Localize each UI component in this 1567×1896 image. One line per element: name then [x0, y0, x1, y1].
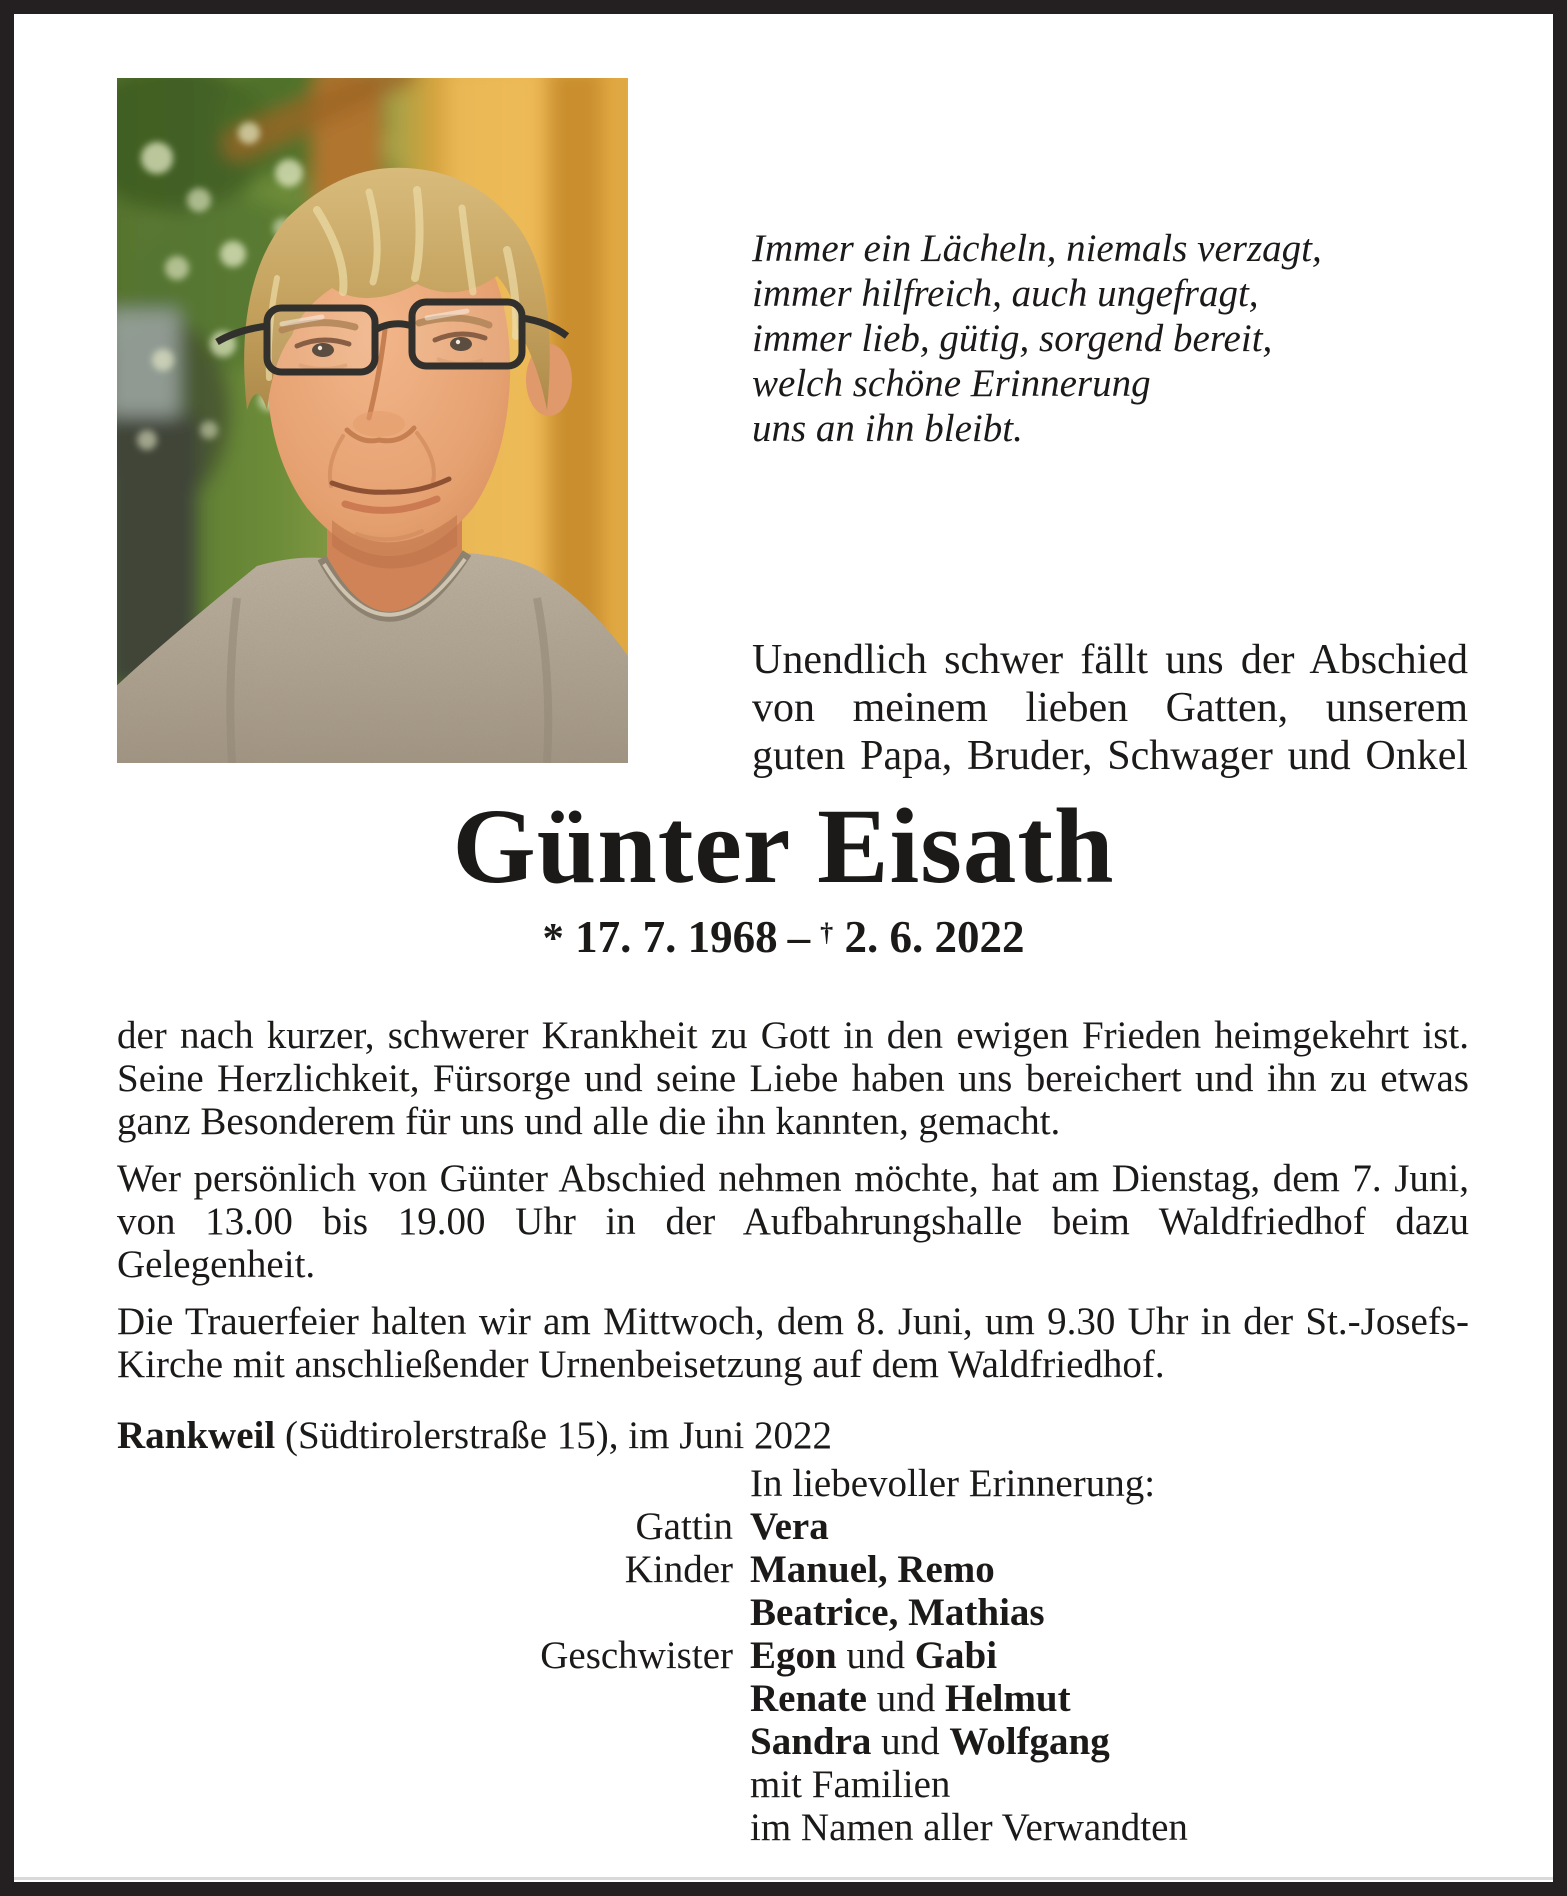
intro-line: guten Papa, Bruder, Schwager und Onkel — [752, 733, 1468, 779]
relation-label: Gattin — [635, 1505, 733, 1548]
relation-label: Geschwister — [540, 1634, 733, 1677]
relation-label — [14, 1677, 733, 1720]
name-segment: Helmut — [944, 1677, 1071, 1720]
relation-label — [14, 1806, 733, 1849]
remembrance-row — [14, 1591, 1567, 1634]
relation-label: Kinder — [624, 1548, 733, 1591]
relation-label — [14, 1462, 733, 1505]
birth-star-icon: * — [542, 915, 564, 962]
body-paragraphs — [117, 1014, 1469, 1400]
paragraph: Wer persönlich von Günter Abschied nehmen möchte, hat am Dienstag, dem 7. Juni, von 13.00 bis 19.00 Uhr in der Aufbahrungshalle beim Waldfriedhof dazu Gelegenheit. — [117, 1157, 1469, 1286]
name-segment: Egon — [750, 1634, 837, 1677]
relation-names — [750, 1763, 950, 1806]
death-cross-icon: † — [820, 918, 834, 948]
relation-label — [14, 1763, 733, 1806]
name-segment: Sandra — [750, 1720, 872, 1763]
name-segment: und — [871, 1720, 950, 1763]
remembrance-heading — [14, 1462, 1567, 1505]
portrait-photo — [117, 78, 628, 763]
name-segment: und — [836, 1634, 915, 1677]
relation-names — [750, 1548, 995, 1591]
name-segment: Wolfgang — [949, 1720, 1110, 1763]
bottom-hairline — [14, 1877, 1553, 1880]
name-segment: im Namen aller Verwandten — [750, 1806, 1188, 1849]
relation-names — [750, 1634, 997, 1677]
name-segment: Vera — [750, 1505, 829, 1548]
name-segment: Manuel, Remo — [750, 1548, 995, 1591]
name-segment: Gabi — [914, 1634, 998, 1677]
name-segment: und — [866, 1677, 945, 1720]
paragraph: Die Trauerfeier halten wir am Mittwoch, dem 8. Juni, um 9.30 Uhr in der St.-Josefs-Kirche mit anschließender Urnenbeisetzung auf dem Waldfriedhof. — [117, 1300, 1469, 1386]
place-name: Rankweil — [117, 1414, 276, 1457]
death-date: 2. 6. 2022 — [844, 912, 1025, 962]
relation-names — [750, 1806, 1188, 1849]
verse-line: immer hilfreich, auch ungefragt, — [752, 272, 1259, 315]
deceased-name: Günter Eisath — [452, 788, 1115, 906]
relation-label — [14, 1591, 733, 1634]
life-dates — [14, 911, 1553, 963]
name-segment: mit Familien — [750, 1763, 951, 1806]
verse-line: immer lieb, gütig, sorgend bereit, — [752, 317, 1273, 360]
intro-line: Unendlich schwer fällt uns der Abschied — [752, 637, 1468, 683]
remembrance-row — [14, 1677, 1567, 1720]
verse-line: Immer ein Lächeln, niemals verzagt, — [752, 227, 1322, 270]
birth-date: 17. 7. 1968 — [575, 912, 778, 962]
verse-line: welch schöne Erinnerung — [752, 362, 1151, 405]
date-separator: – — [787, 912, 811, 962]
remembrance-row — [14, 1806, 1567, 1849]
relation-names — [750, 1591, 1045, 1634]
remembrance-row — [14, 1634, 1567, 1677]
verse-line: uns an ihn bleibt. — [752, 407, 1023, 450]
relation-names — [750, 1505, 829, 1548]
remembrance-row — [14, 1763, 1567, 1806]
remembrance-section — [14, 1462, 1567, 1849]
dateline — [117, 1413, 832, 1458]
dateline-rest: (Südtirolerstraße 15), im Juni 2022 — [275, 1414, 832, 1457]
relation-label — [14, 1720, 733, 1763]
name-segment: Renate — [750, 1677, 867, 1720]
relation-names — [750, 1462, 1155, 1505]
relation-names — [750, 1720, 1110, 1763]
intro-line: von meinem lieben Gatten, unserem — [752, 685, 1468, 731]
remembrance-row — [14, 1548, 1567, 1591]
name-segment: In liebevoller Erinnerung: — [750, 1462, 1156, 1505]
remembrance-row — [14, 1720, 1567, 1763]
intro-text — [752, 636, 1468, 780]
remembrance-row — [14, 1505, 1567, 1548]
memorial-verse — [752, 226, 1322, 451]
relation-names — [750, 1677, 1071, 1720]
name-segment: Beatrice, Mathias — [750, 1591, 1045, 1634]
paragraph: der nach kurzer, schwerer Krankheit zu Gott in den ewigen Frieden heimgekehrt ist. Seine Herzlichkeit, Fürsorge und seine Liebe haben uns bereichert und ihn zu etwas ganz Besonderem für uns und alle die ihn kannten, gemacht. — [117, 1014, 1469, 1143]
